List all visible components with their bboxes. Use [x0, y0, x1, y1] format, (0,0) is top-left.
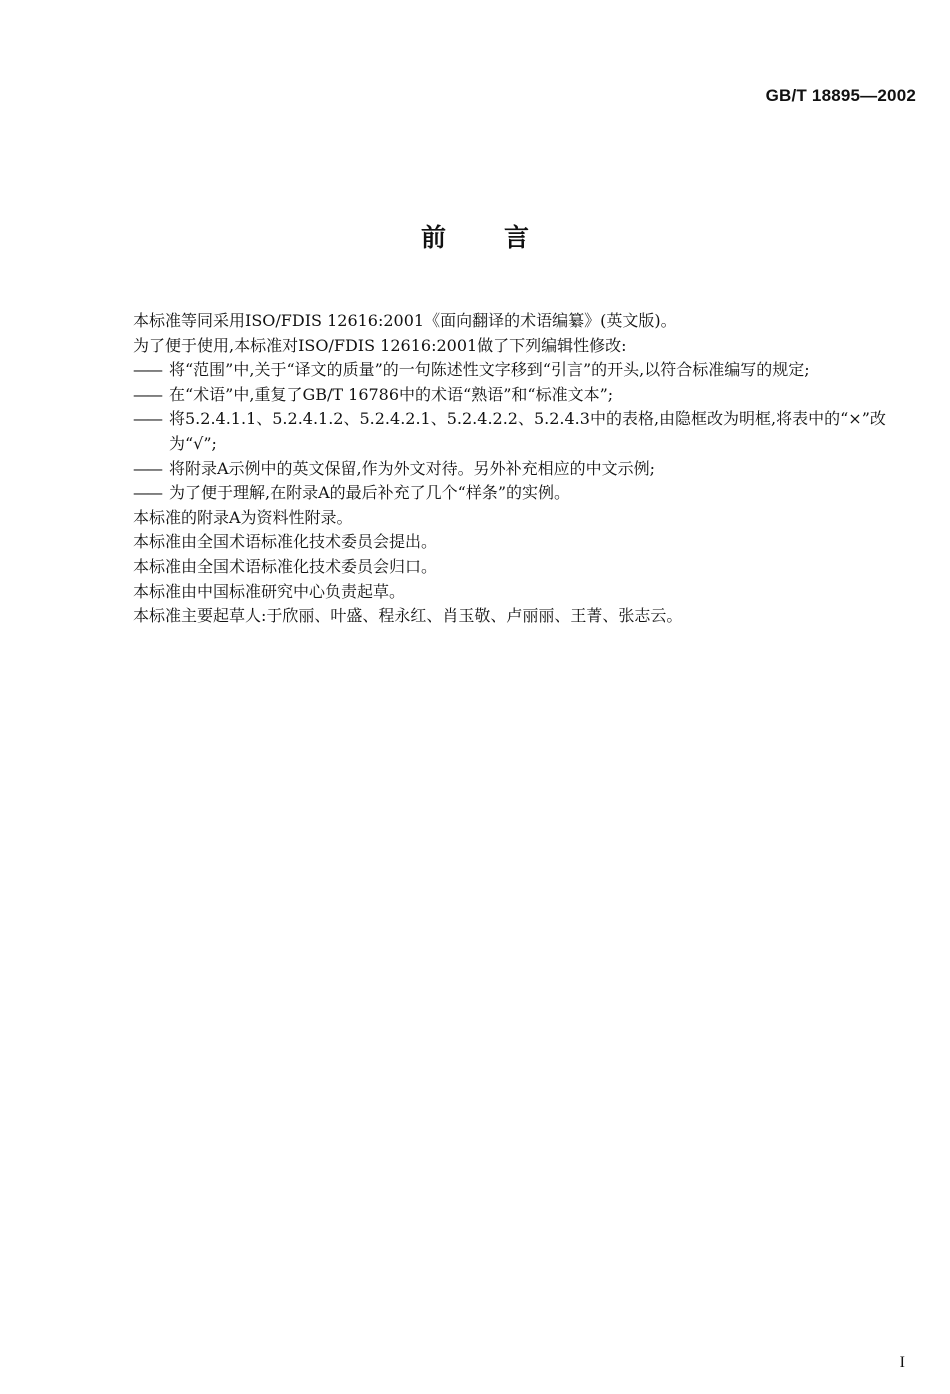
list-item [133, 358, 919, 383]
paragraph-drafters: 本标准主要起草人:于欣丽、叶盛、程永红、肖玉敬、卢丽丽、王菁、张志云。 [133, 606, 683, 626]
list-item-text: 在“术语”中,重复了GB/T 16786中的术语“熟语”和“标准文本”; [169, 384, 614, 404]
page-number: I [899, 1354, 905, 1371]
standard-number: GB/T 18895—2002 [765, 86, 916, 105]
paragraph-drafted-by: 本标准由中国标准研究中心负责起草。 [133, 581, 406, 601]
list-item-text: 将5.2.4.1.1、5.2.4.1.2、5.2.4.2.1、5.2.4.2.2、5.2.4.3中的表格,由隐框改为明框,将表中的“×”改为“√”; [169, 409, 886, 453]
paragraph-modifications-intro: 为了便于使用,本标准对ISO/FDIS 12616:2001做了下列编辑性修改: [133, 335, 627, 355]
paragraph-annex: 本标准的附录A为资料性附录。 [133, 507, 353, 527]
list-item-text: 将附录A示例中的英文保留,作为外文对待。另外补充相应的中文示例; [169, 458, 656, 478]
paragraph-proposed-by: 本标准由全国术语标准化技术委员会提出。 [133, 532, 438, 552]
foreword-body [133, 309, 919, 629]
dash-marker: —— [133, 409, 161, 429]
list-item-text: 为了便于理解,在附录A的最后补充了几个“样条”的实例。 [169, 483, 571, 503]
list-item [133, 383, 919, 408]
list-item-text: 将“范围”中,关于“译文的质量”的一句陈述性文字移到“引言”的开头,以符合标准编写的规定; [169, 360, 810, 380]
dash-marker: —— [133, 384, 161, 404]
paragraph-adoption: 本标准等同采用ISO/FDIS 12616:2001《面向翻译的术语编纂》(英文版)。 [133, 311, 677, 330]
list-item [133, 457, 919, 482]
paragraph-centralized-by: 本标准由全国术语标准化技术委员会归口。 [133, 556, 438, 576]
page-title: 前言 [420, 223, 587, 252]
list-item [133, 407, 919, 456]
list-item [133, 481, 919, 506]
dash-marker: —— [133, 360, 161, 380]
dash-marker: —— [133, 458, 161, 478]
dash-marker: —— [133, 483, 161, 503]
